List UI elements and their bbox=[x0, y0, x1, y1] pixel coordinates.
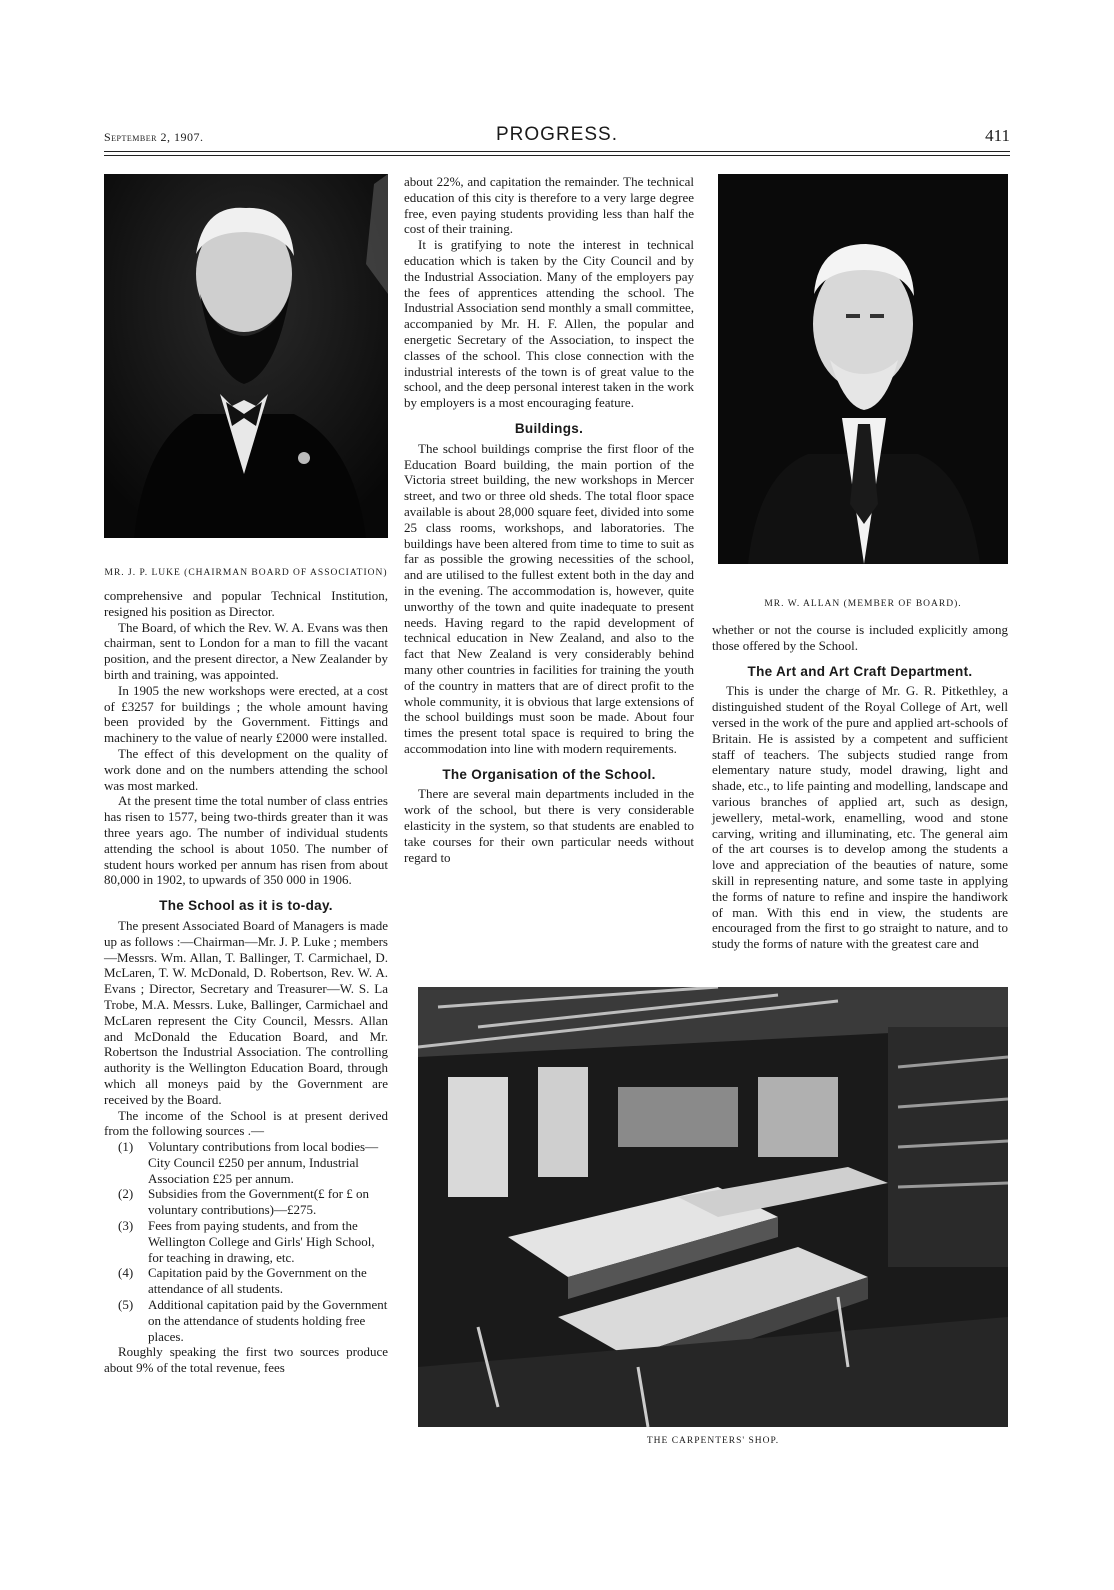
portrait-photo-luke bbox=[104, 174, 388, 538]
income-sources-list bbox=[104, 1139, 388, 1344]
list-number: (4) bbox=[118, 1265, 134, 1281]
paragraph: The school buildings comprise the first floor of the Education Board building, the main portion of the Victoria street building, the new workshops in Mercer street, and two or three old sheds. The total floor space available is about 28,000 square feet, divided into some 25 class rooms, workshops, and laboratories. The buildings have been altered from time to time to suit as far as possible the growing necessities of the school, and are utilised to the fullest extent both in the day and in the evening. The accommodation is, however, quite unworthy of the town and quite inadequate to present needs. Having regard to the rapid development of technical education in New Zealand, and also to the fact that New Zealand is very considerably behind many other countries in facilities for training the youth of the country in matters that are of direct profit to the whole community, it is obvious that large extensions of the school buildings must soon be made. About four times the present total space is required to bring the accommodation into line with modern requirements. bbox=[404, 440, 694, 756]
paragraph: The present Associated Board of Managers is made up as follows :—Chairman—Mr. J. P. Luke ; members—Messrs. Wm. Allan, T. Ballinger, T. Carmichael, D. McLaren, T. W. McDonald, D. Robertson, Rev. W. A. Evans ; Director, Secretary and Treasurer—W. S. La Trobe, M.A. Messrs. Luke, Ballinger, Carmichael and McLaren represent the City Council, Messrs. Allan and McDonald the Education Board, and Mr. Robertson the Industrial Association. The controlling authority is the Wellington Education Board, through which all moneys paid by the Government are received by the Board. bbox=[104, 917, 388, 1107]
paragraph: The effect of this development on the quality of work done and on the numbers attending the school was most marked. bbox=[104, 745, 388, 793]
text-column-3 bbox=[712, 622, 1008, 952]
list-text: Fees from paying students, and from the Wellington College and Girls' High School, for teaching in drawing, etc. bbox=[148, 1218, 375, 1265]
figure-caption-workshop: THE CARPENTERS' SHOP. bbox=[646, 1436, 780, 1446]
list-text: Capitation paid by the Government on the attendance of all students. bbox=[148, 1265, 367, 1297]
paragraph: There are several main departments included in the work of the school, but there is very considerable elasticity in the system, so that students are enabled to take courses for their own particular needs without regard to bbox=[404, 786, 694, 865]
section-heading: The Organisation of the School. bbox=[442, 766, 656, 782]
section-heading: The School as it is to-day. bbox=[159, 898, 333, 914]
section-heading: Buildings. bbox=[514, 420, 584, 436]
list-item bbox=[118, 1218, 388, 1265]
paragraph: This is under the charge of Mr. G. R. Pitkethley, a distinguished student of the Royal College of Art, well versed in the work of the pure and applied art-schools of Britain. He is assisted by a competent and sufficient staff of teachers. The subjects studied range from elementary nature study, model drawing, light and shade, etc., to life painting and modelling, landscape and various branches of applied art, such as design, jewellery, metal-work, enamelling, wood and stone carving, writing and illuminating, etc. The general aim of the art courses is to develop among the students a love and appreciation of the beauties of nature, some skill in representing nature, and some taste in applying the forms of nature to refine and inspire the handiwork of man. With this end in view, the students are encouraged from the first to go straight to nature, and to study the forms of nature with the greatest care and bbox=[712, 683, 1008, 952]
figure-caption-allan: MR. W. ALLAN (MEMBER OF BOARD). bbox=[764, 599, 962, 609]
paragraph: In 1905 the new workshops were erected, at a cost of £3257 for buildings ; the whole amount having been provided by the Government. Fittings and machinery to the value of nearly £2000 were installed. bbox=[104, 682, 388, 746]
list-number: (2) bbox=[118, 1186, 134, 1202]
page-number: 411 bbox=[985, 126, 1010, 145]
text-column-1 bbox=[104, 588, 388, 1376]
portrait-photo-allan bbox=[718, 174, 1008, 564]
list-number: (5) bbox=[118, 1297, 134, 1313]
portrait-allan-image bbox=[718, 174, 1008, 564]
paragraph: about 22%, and capitation the remainder. The technical education of this city is therefore to a very large degree free, even paying students providing less than half the cost of their training. bbox=[404, 174, 694, 237]
paragraph: Roughly speaking the first two sources produce about 9% of the total revenue, fees bbox=[104, 1344, 388, 1376]
workshop-photo bbox=[418, 987, 1008, 1427]
section-heading: The Art and Art Craft Department. bbox=[747, 663, 973, 679]
list-item bbox=[118, 1265, 388, 1297]
list-text: Subsidies from the Government(£ for £ on voluntary contributions)—£275. bbox=[148, 1186, 369, 1218]
paragraph: It is gratifying to note the interest in technical education which is taken by the City Council and by the Industrial Association. Many of the employers pay the fees of apprentices attending the school. The Industrial Association send monthly a small committee, accompanied by Mr. H. F. Allen, the popular and energetic Secretary of the Association, to inspect the classes of the school. This close connection with the industrial interests of the town is of great value to the school, and the deep personal interest taken in the work by employers is a most encouraging feature. bbox=[404, 237, 694, 411]
list-item bbox=[118, 1297, 388, 1344]
paragraph: At the present time the total number of class entries has risen to 1577, being two-thirds greater than it was three years ago. The number of individual students attending the school is about 1050. The number of student hours worked per annum has risen from about 80,000 in 1902, to upwards of 350 000 in 1906. bbox=[104, 793, 388, 888]
paragraph: The income of the School is at present derived from the following sources .— bbox=[104, 1107, 388, 1139]
list-item bbox=[118, 1139, 388, 1186]
paragraph: whether or not the course is included explicitly among those offered by the School. bbox=[712, 622, 1008, 653]
carpenters-shop-image bbox=[418, 987, 1008, 1427]
figure-caption-luke: MR. J. P. LUKE (CHAIRMAN BOARD OF ASSOCIATION) bbox=[104, 568, 388, 578]
list-text: Voluntary contributions from local bodies—City Council £250 per annum, Industrial Association £25 per annum. bbox=[148, 1139, 379, 1186]
list-number: (1) bbox=[118, 1139, 134, 1155]
header-rule bbox=[104, 151, 1010, 152]
portrait-luke-image bbox=[104, 174, 388, 538]
list-number: (3) bbox=[118, 1218, 134, 1234]
paragraph: The Board, of which the Rev. W. A. Evans was then chairman, sent to London for a man to fill the vacant position, and the present director, a New Zealander by birth and training, was appointed. bbox=[104, 619, 388, 682]
text-column-2 bbox=[404, 174, 694, 865]
paragraph: comprehensive and popular Technical Institution, resigned his position as Director. bbox=[104, 588, 388, 619]
list-item bbox=[118, 1186, 388, 1218]
running-header-title: PROGRESS. bbox=[496, 124, 618, 145]
running-header-date: September 2, 1907. bbox=[104, 130, 204, 144]
header-rule bbox=[104, 155, 1010, 156]
list-text: Additional capitation paid by the Government on the attendance of students holding free places. bbox=[148, 1297, 388, 1344]
